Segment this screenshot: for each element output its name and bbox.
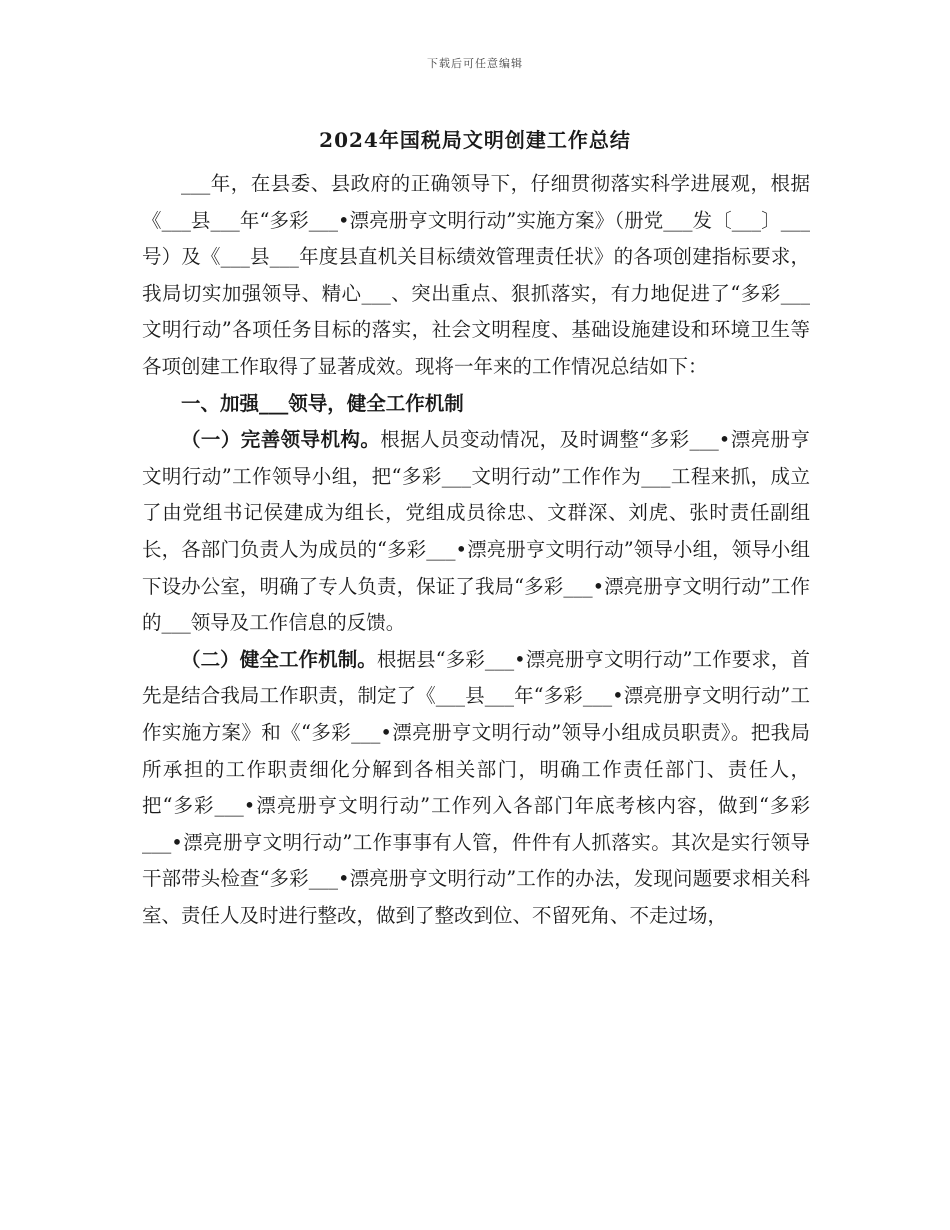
subsection-text-1: 根据人员变动情况，及时调整“多彩___•漂亮册亨文明行动”工作领导小组，把“多彩___文明行动”工作作为___工程来抓，成立了由党组书记侯建成为组长，党组成员徐忠、文群深、刘虎、张时责任副组长，各部门负责人为成员的“多彩___•漂亮册亨文明行动”领导小组，领导小组下设办公室，明确了专人负责，保证了我局“多彩___•漂亮册亨文明行动”工作的___领导及工作信息的反馈。 [142, 428, 810, 635]
document-body [142, 166, 810, 934]
intro-paragraph: ___年，在县委、县政府的正确领导下，仔细贯彻落实科学进展观，根据《___县___年“多彩___•漂亮册亨文明行动”实施方案》（册党___发〔___〕___号）及《___县___年度县直机关目标绩效管理责任状》的各项创建指标要求，我局切实加强领导、精心___、突出重点、狠抓落实，有力地促进了“多彩___文明行动”各项任务目标的落实，社会文明程度、基础设施建设和环境卫生等各项创建工作取得了显著成效。现将一年来的工作情况总结如下： [142, 172, 810, 378]
page-header-note: 下载后可任意编辑 [427, 57, 523, 70]
subsection-paragraph-2 [142, 642, 810, 935]
section-heading: 一、加强___领导，健全工作机制 [181, 391, 464, 415]
document-title: 2024年国税局文明创建工作总结 [319, 128, 631, 152]
subsection-text-2: 根据县“多彩___•漂亮册亨文明行动”工作要求，首先是结合我局工作职责，制定了《___县___年“多彩___•漂亮册亨文明行动”工作实施方案》和《“多彩___•漂亮册亨文明行动”领导小组成员职责》。把我局所承担的工作职责细化分解到各相关部门，明确工作责任部门、责任人，把“多彩___•漂亮册亨文明行动”工作列入各部门年底考核内容，做到“多彩___•漂亮册亨文明行动”工作事事有人管，件件有人抓落实。其次是实行领导干部带头检查“多彩___•漂亮册亨文明行动”工作的办法，发现问题要求相关科室、责任人及时进行整改，做到了整改到位、不留死角、不走过场， [142, 647, 810, 927]
subsection-lead-1: （一）完善领导机构。 [181, 428, 381, 452]
subsection-lead-2: （二）健全工作机制。 [181, 647, 377, 671]
subsection-paragraph-1 [142, 422, 810, 642]
